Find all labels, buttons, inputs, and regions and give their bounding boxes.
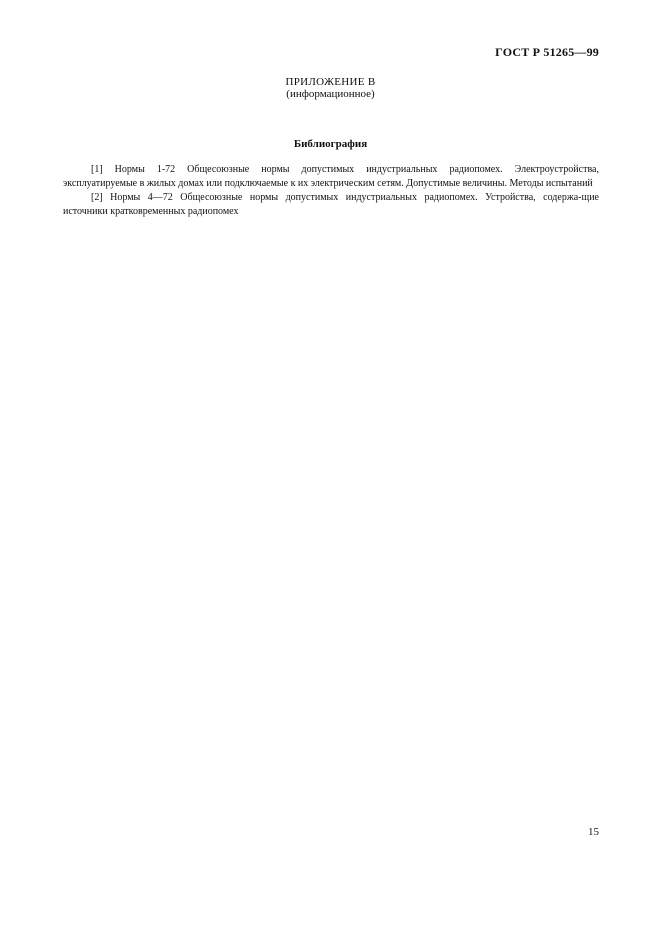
annex-title: ПРИЛОЖЕНИЕ В: [285, 76, 376, 88]
bibliography-item: [2] Нормы 4—72 Общесоюзные нормы допустимых индустриальных радиопомех. Устройства, содержа-щие источники кратковременных радиопомех: [63, 192, 599, 217]
annex-header: [0, 76, 661, 100]
annex-note: (информационное): [286, 88, 375, 100]
bibliography-list: [63, 163, 599, 219]
bibliography-heading: Библиография: [293, 138, 368, 150]
document-code: ГОСТ Р 51265—99: [495, 45, 599, 59]
page-number: 15: [588, 826, 599, 838]
bibliography-item: [1] Нормы 1-72 Общесоюзные нормы допустимых индустриальных радиопомех. Электроустройства, эксплуатируемые в жилых домах или подключаемые к их электрическим сетям. Допустимые величины. Методы испытаний: [63, 164, 599, 189]
